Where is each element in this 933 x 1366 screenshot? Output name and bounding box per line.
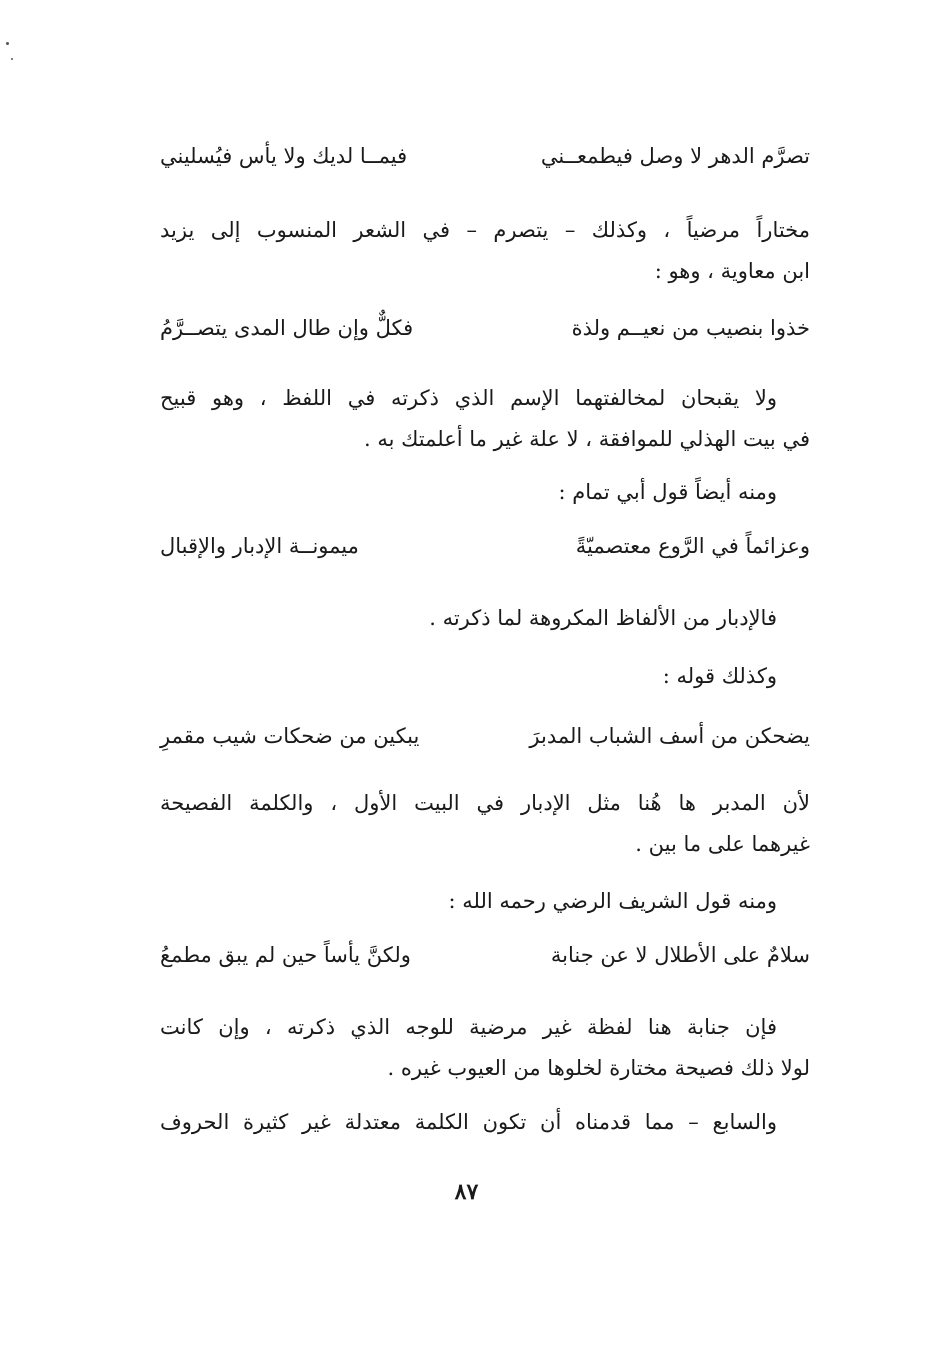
paragraph-line: ومنه قول الشريف الرضي رحمه الله : (448, 889, 777, 913)
verse-second-hemistich: ولكنَّ يأساً حين لم يبق مطمعُ (160, 943, 411, 967)
verse-first-hemistich: يضحكن من أسف الشباب المدبرَ (529, 724, 810, 748)
paragraph-line: والسابع – مما قدمناه أن تكون الكلمة معتدلة غير كثيرة الحروف (160, 1110, 777, 1134)
paragraph-line: لولا ذلك فصيحة مختارة لخلوها من العيوب غيره . (387, 1056, 810, 1080)
page-number: ٨٧ (454, 1179, 479, 1205)
paragraph-line: لأن المدبر ها هُنا مثل الإدبار في البيت الأول ، والكلمة الفصيحة (160, 791, 810, 815)
verse-first-hemistich: خذوا بنصيب من نعيــم ولذة (571, 316, 810, 340)
paragraph-line: فإن جنابة هنا لفظة غير مرضية للوجه الذي ذكرته ، وإن كانت (160, 1015, 777, 1039)
verse-second-hemistich: فكلٌّ وإن طال المدى يتصــرَّمُ (160, 316, 414, 340)
verse-second-hemistich: فيمــا لديك ولا يأس فيُسليني (160, 144, 408, 168)
verse-first-hemistich: وعزائماً في الرَّوع معتصميّةً (575, 534, 810, 558)
verse-first-hemistich: تصرَّم الدهر لا وصل فيطمعــني (540, 144, 810, 168)
verse-line (160, 717, 810, 755)
verse-line (160, 527, 810, 565)
verse-first-hemistich: سلامٌ على الأطلال لا عن جنابة (550, 943, 810, 967)
paragraph-line: فالإدبار من الألفاظ المكروهة لما ذكرته . (429, 606, 777, 630)
paragraph-line: غيرهما على ما بين . (635, 832, 810, 856)
verse-second-hemistich: يبكين من ضحكات شيب مقمرِ (160, 724, 420, 748)
verse-second-hemistich: ميمونــة الإدبار والإقبال (160, 534, 359, 558)
verse-line (160, 309, 810, 347)
paragraph-line: وكذلك قوله : (662, 664, 777, 688)
paragraph-line: ولا يقبحان لمخالفتهما الإسم الذي ذكرته في اللفظ ، وهو قبيح (160, 386, 777, 410)
paragraph-line: في بيت الهذلي للموافقة ، لا علة غير ما أعلمتك به . (363, 427, 810, 451)
scan-speck (11, 58, 13, 60)
verse-line (160, 936, 810, 974)
verse-line (160, 137, 810, 175)
paragraph-line: ومنه أيضاً قول أبي تمام : (558, 480, 777, 504)
scan-speck (6, 42, 9, 45)
paragraph-line: ابن معاوية ، وهو : (654, 259, 810, 283)
paragraph-line: مختاراً مرضياً ، وكذلك – يتصرم – في الشعر المنسوب إلى يزيد (160, 218, 810, 242)
